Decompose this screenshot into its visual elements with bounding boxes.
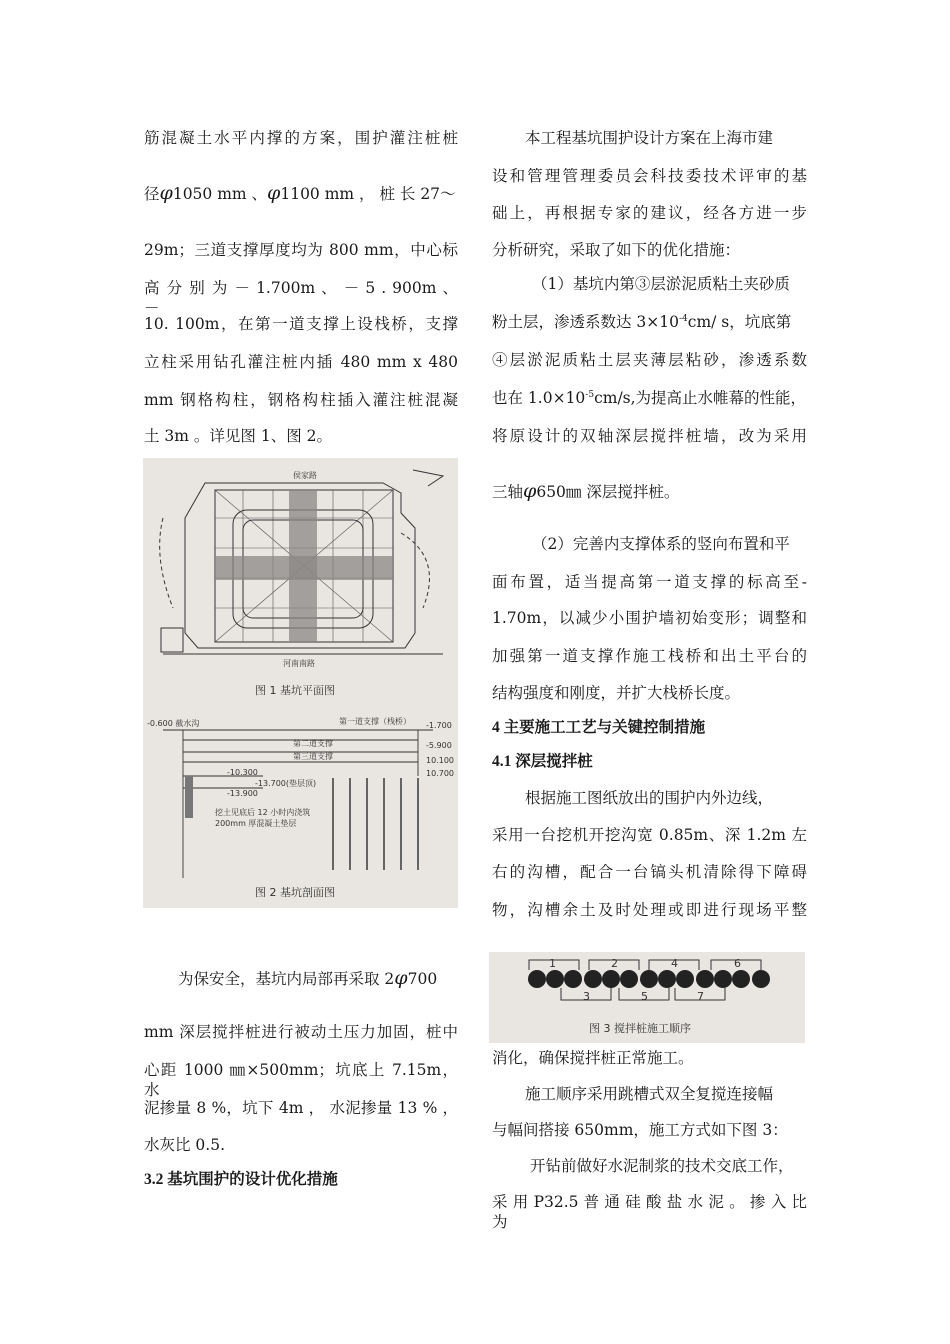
text-run: 1100 mm ， 桩 长 27～	[280, 185, 456, 203]
left-p2-line2: mm 深层搅拌桩进行被动土压力加固，桩中	[144, 1023, 458, 1041]
text-run: cm/ s，坑底第	[687, 313, 792, 331]
right-p1-line3: 础上，再根据专家的建议，经各方进一步	[492, 204, 807, 222]
label-support2: 第二道支撑	[293, 739, 333, 748]
elev-3: 10.100	[426, 756, 454, 765]
phi-symbol: φ	[159, 182, 173, 204]
phi-symbol: φ	[394, 967, 408, 989]
label-note1: 挖土见底后 12 小时内浇筑	[215, 808, 311, 817]
right-p2-line6	[492, 481, 679, 502]
right-p4-line1: 根据施工图纸放出的围护内外边线，	[525, 789, 774, 807]
heading-4: 4 主要施工工艺与关键控制措施	[492, 719, 706, 736]
seq-top-1: 1	[549, 957, 556, 970]
left-p1-line4: 高 分 别 为 － 1.700m 、 － 5 . 900m 、 －	[144, 279, 458, 317]
label-ground: -0.600 截水沟	[147, 719, 200, 728]
seq-top-2: 2	[611, 957, 618, 970]
text-run: 1050 mm 、	[172, 185, 268, 203]
right-p7-line1: 开钻前做好水泥制浆的技术交底工作，	[530, 1157, 794, 1175]
pile-circles	[528, 970, 770, 988]
right-p2-line2	[492, 312, 807, 332]
section-piles	[333, 778, 418, 870]
right-p6-line1: 施工顺序采用跳槽式双全复搅连接幅	[525, 1085, 774, 1103]
right-p6-line2: 与幅间搭接 650mm，施工方式如下图 3：	[492, 1121, 788, 1139]
superscript: -4	[679, 314, 688, 324]
figure-1-2-drawing	[143, 458, 458, 908]
right-p1-line2: 设和管理管理委员会科技委技术评审的基	[492, 167, 807, 185]
right-p3-line2: 面布置，适当提高第一道支撑的标高至-	[492, 573, 807, 591]
phi-symbol: φ	[523, 480, 537, 502]
site-plan	[160, 470, 443, 654]
left-p1-line6: 立柱采用钻孔灌注桩内插 480 mm x 480	[144, 353, 458, 371]
seq-top-6: 6	[734, 957, 741, 970]
left-p1-line7: mm 钢格构柱，钢格构柱插入灌注桩混凝	[144, 391, 458, 409]
road-top-label: 侯家路	[293, 471, 317, 480]
seq-bottom-7: 7	[697, 990, 704, 1003]
right-p7-line2: 采 用 P32.5 普 通 硅 酸 盐 水 泥 。 掺 入 比 为	[492, 1193, 807, 1231]
figure-3	[489, 952, 805, 1043]
figure-2-caption: 图 2 基坑剖面图	[255, 886, 335, 899]
elev-1: -1.700	[426, 721, 452, 730]
left-p1-line8: 土 3m 。详见图 1、图 2。	[144, 427, 332, 445]
label-pit: -10.300	[227, 768, 258, 777]
right-p1-line1: 本工程基坑围护设计方案在上海市建	[525, 129, 774, 147]
text-run: 三轴	[492, 483, 524, 501]
label-bottom: -13.700(垫层顶)	[255, 779, 317, 788]
right-p2-line4	[492, 388, 806, 408]
text-run: 径	[144, 185, 160, 203]
right-p2-line3: ④层淤泥质粘土层夹薄层粘砂，渗透系数	[492, 351, 807, 369]
right-p4-line3: 右的沟槽，配合一台镐头机清除得下障碍	[492, 863, 807, 881]
road-bottom-label: 河南南路	[283, 659, 315, 668]
right-p4-line4: 物，沟槽余土及时处理或即进行现场平整	[492, 901, 807, 919]
left-p2-line4: 泥掺量 8 %，坑下 4m ， 水泥掺量 13 % ，	[144, 1099, 458, 1117]
right-p4-line2: 采用一台挖机开挖沟宽 0.85m、深 1.2m 左	[492, 826, 807, 844]
left-p1-line5: 10. 100m，在第一道支撑上设栈桥，支撑	[144, 315, 458, 333]
text-run: cm/s,为提高止水帷幕的性能，	[594, 389, 807, 407]
figure-1-2	[143, 458, 458, 908]
elev-4: 10.700	[426, 769, 454, 778]
left-p2-line3: 心距 1000 ㎜×500mm；坑底上 7.15m，水	[144, 1061, 458, 1099]
label-support3: 第三道支撑	[293, 752, 333, 761]
left-p2-line5: 水灰比 0.5.	[144, 1136, 226, 1154]
left-p1-line3: 29m；三道支撑厚度均为 800 mm，中心标	[144, 241, 458, 259]
label-deep: -13.900	[227, 789, 258, 798]
superscript: -5	[585, 390, 595, 400]
label-note2: 200mm 厚混凝土垫层	[215, 819, 297, 828]
text-run: 700	[407, 970, 438, 988]
right-p5-line1: 消化，确保搅拌桩正常施工。	[492, 1049, 694, 1067]
heading-3-2: 3.2 基坑围护的设计优化措施	[144, 1171, 338, 1188]
elev-2: -5.900	[426, 741, 452, 750]
right-p2-line5: 将原设计的双轴深层搅拌桩墙，改为采用	[492, 427, 807, 445]
left-p2-line1	[178, 968, 458, 989]
right-p2-line1: （1）基坑内第③层淤泥质粘土夹砂质	[532, 275, 790, 293]
figure-3-caption: 图 3 搅拌桩施工顺序	[589, 1022, 691, 1035]
heading-4-1: 4.1 深层搅拌桩	[492, 753, 593, 770]
text-run: 650㎜ 深层搅拌桩。	[536, 483, 680, 501]
text-run: 粉土层，渗透系数达 3×10	[492, 313, 679, 331]
figure-3-drawing	[489, 952, 805, 1043]
left-p1-line2	[144, 183, 458, 204]
text-run: 也在 1.0×10	[492, 389, 586, 407]
right-p1-line4: 分析研究，采取了如下的优化措施：	[492, 241, 741, 259]
right-p3-line5: 结构强度和刚度，并扩大栈桥长度。	[492, 684, 741, 702]
section-hatch	[185, 776, 193, 818]
left-p1-line1: 筋混凝土水平内撑的方案，围护灌注桩桩	[144, 129, 458, 147]
text-run: 为保安全，基坑内局部再采取 2	[178, 970, 395, 988]
right-p3-line3: 1.70m，以减少小围护墙初始变形；调整和	[492, 609, 807, 627]
phi-symbol: φ	[267, 182, 281, 204]
seq-bottom-5: 5	[641, 990, 648, 1003]
figure-1-caption: 图 1 基坑平面图	[255, 684, 335, 697]
seq-top-4: 4	[671, 957, 678, 970]
label-support1: 第一道支撑（栈桥）	[339, 717, 411, 726]
right-p3-line4: 加强第一道支撑作施工栈桥和出土平台的	[492, 647, 807, 665]
seq-bottom-3: 3	[583, 990, 590, 1003]
right-p3-line1: （2）完善内支撑体系的竖向布置和平	[532, 535, 790, 553]
